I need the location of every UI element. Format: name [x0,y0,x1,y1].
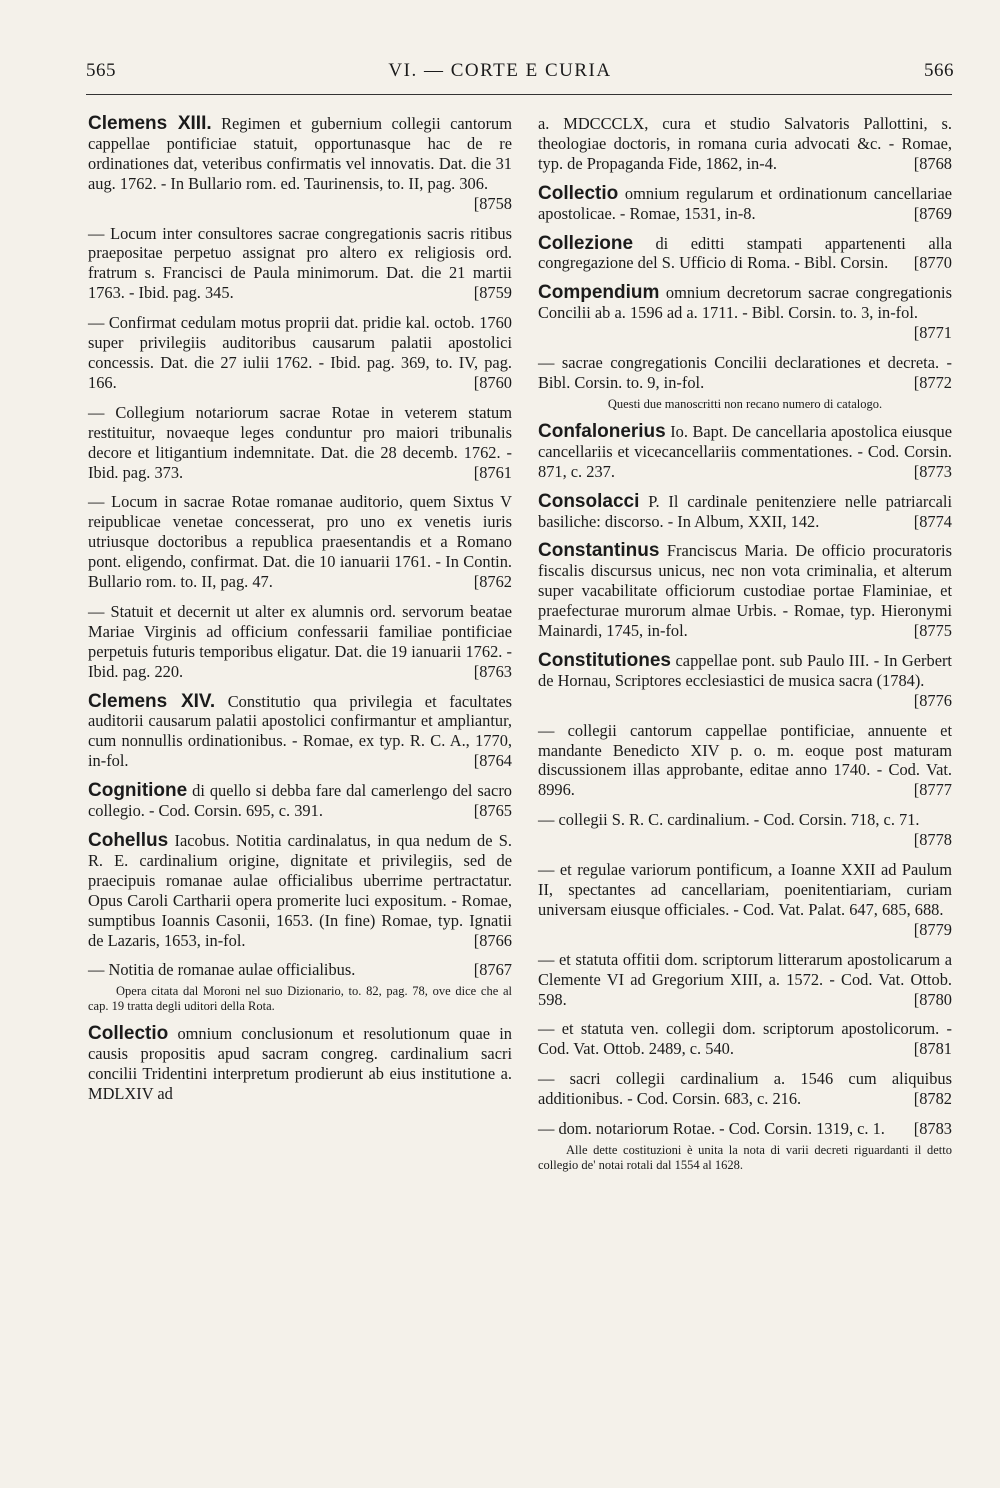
right-page-number: 566 [924,60,954,81]
entry-text: Constitutio qua privilegia et facultates auditorii causarum palatii apostolici confirmantur et ampliantur, cum nonnullis ordinationibus. - Romae, ex typ. R. C. A., 1770, in-fol. [88,691,512,771]
catalog-entry [538,810,952,850]
entry-note: Opera citata dal Moroni nel suo Dizionario, to. 82, pag. 78, ove dice che al cap. 19 tratta degli uditori della Rota. [88,984,512,1014]
catalog-entry [538,353,952,393]
entry-number: [8781 [913,1039,952,1059]
catalog-entry [538,234,952,274]
entry-number: [8762 [473,572,512,592]
entry-number: [8763 [473,661,512,681]
entry-text: — collegii cantorum cappellae pontificiae, annuente et mandante Benedicto XIV p. o. m. eoque post maturam discussionem illas approbante, editae anno 1740. - Cod. Vat. 8996. [538,720,952,800]
entry-headword: Confalonerius [538,420,666,442]
entry-text: P. Il cardinale penitenziere nelle patriarcali basiliche: discorso. - In Album, XXII, 142. [538,491,953,531]
entry-headword: Compendium [538,282,660,304]
entry-number: [8764 [473,751,512,771]
entry-text: — Confirmat cedulam motus proprii dat. pridie kal. octob. 1760 super privilegiis auditoribus causarum palatii apostolici concessis. Dat. die 27 iulii 1762. - Ibid. pag. 369, to. IV, pag. 166. [88,313,512,392]
entry-text: Regimen et gubernium collegii cantorum cappellae pontificiae statuit, opportunasque hac de re ordinationes dat, veteribus confirmatis vel innovatis. Dat. die 31 aug. 1762. - In Bullario rom. ed. Taurinensis, to. II, pag. 306. [88,114,512,193]
entry-number: [8769 [913,203,952,223]
catalog-entry [88,492,512,592]
catalog-entry [538,721,952,801]
entry-headword: Constantinus [538,540,660,562]
left-column [88,114,512,1114]
catalog-entry [88,781,512,821]
entry-text: di quello si debba fare dal camerlengo del sacro collegio. - Cod. Corsin. 695, c. 391. [88,781,512,821]
entry-number: [8765 [473,801,512,821]
catalog-entry [88,313,512,393]
entry-headword: Collectio [538,182,619,204]
catalog-entry [88,114,512,214]
entry-text: — Locum in sacrae Rotae romanae auditorio, quem Sixtus V reipublicae venetae concesserat, pro uno ex venetis iuris utriusque doctoribus a republica praesentandis et a Romano pont. eligendo, confirmat. Dat. die 10 ianuarii 1761. - In Contin. Bullario rom. to. II, pag. 47. [88,492,512,592]
catalog-entry [538,1019,952,1059]
entry-headword: Clemens XIV. [88,690,216,712]
entry-text: — collegii S. R. C. cardinalium. - Cod. Corsin. 718, c. 71. [538,810,920,830]
entry-note: Questi due manoscritti non recano numero di catalogo. [607,396,883,411]
catalog-entry [538,184,952,224]
catalog-entry [538,1119,952,1139]
entry-number: [8782 [913,1089,952,1109]
catalog-entry [538,541,952,641]
entry-text: Io. Bapt. De cancellaria apostolica eiusque cancellariis et vicecancellariis commentationes. - Cod. Corsin. 871, c. 237. [538,421,952,481]
header-rule [86,94,952,95]
entry-text: omnium decretorum sacrae congregationis Concilii ab a. 1596 ad a. 1711. - Bibl. Corsin. to. 3, in-fol. [538,283,952,323]
entry-number: [8771 [913,323,952,343]
entry-headword: Cohellus [88,830,169,851]
entry-number: [8772 [913,372,952,392]
entry-headword: Clemens XIII. [88,113,212,134]
catalog-entry [88,602,512,682]
entry-text: — Notitia de romanae aulae officialibus. [88,960,356,980]
catalog-entry [538,114,952,174]
entry-text: di editti stampati appartenenti alla congregazione del S. Ufficio di Roma. - Bibl. Corsin. [538,233,952,273]
entry-note: Alle dette costituzioni è unita la nota di varii decreti riguardanti il detto collegio de' notai rotali dal 1554 al 1628. [538,1142,952,1172]
entry-number: [8761 [473,462,512,482]
entry-headword: Consolacci [538,490,640,512]
catalog-entry [538,651,952,711]
entry-number: [8767 [473,960,512,980]
entry-text: — Collegium notariorum sacrae Rotae in veterem statum restituitur, novaeque leges conduntur pro maiori tribunalis decore et litigantium indemnitate. Dat. die 28 decemb. 1762. - Ibid. pag. 373. [88,402,512,482]
entry-number: [8778 [913,830,952,850]
entry-text: — et regulae variorum pontificum, a Ioanne XXII ad Paulum II, spectantes ad cancellariam, poenitentiariam, curiam universam eiusque officiales. - Cod. Vat. Palat. 647, 685, 688. [538,860,952,919]
entry-number: [8768 [913,153,952,173]
entry-number: [8774 [913,511,952,531]
entry-number: [8773 [913,461,952,481]
entry-number: [8776 [913,690,952,710]
entry-number: [8766 [473,930,512,950]
catalog-entry [538,1069,952,1109]
entry-number: [8759 [473,283,512,303]
entry-text: omnium conclusionum et resolutionum quae in causis propositis apud sacram congreg. cardinalium sacri concilii Tridentini interpretum prodierunt ab eius institutione a. MDLXIV ad [88,1024,512,1104]
entry-headword: Collectio [88,1023,169,1045]
entry-number: [8775 [913,621,952,641]
catalog-entry [88,692,512,772]
running-title: VI. — CORTE E CURIA [388,60,612,81]
catalog-entry [88,403,512,483]
catalog-entry [538,283,952,343]
entry-text: Franciscus Maria. De officio procuratoris fiscalis discursus unicus, nec non vota criminalia, et alterum super vacabilitate officiorum custodiae portae Flaminiae, et praefecturae murorum almae Urbis. - Romae, typ. Hieronymi Mainardi, 1745, in-fol. [538,541,952,641]
entry-headword: Collezione [538,232,634,254]
entry-text: cappellae pont. sub Paulo III. - In Gerbert de Hornau, Scriptores ecclesiastici de musica sacra (1784). [538,650,952,690]
entry-number: [8783 [913,1119,952,1139]
catalog-entry [538,860,952,940]
right-column [538,114,952,1183]
entry-text: Iacobus. Notitia cardinalatus, in qua nedum de S. R. E. cardinalium origine, dignitate et privilegiis, sed de praecipuis romanae aulae officialibus uberrime pertractatur. Opus Caroli Cartharii opera promerite luci expositum. - Romae, sumptibus Ioannis Casonii, 1653. (In fine) Romae, typ. Ignatii de Lazaris, 1653, in-fol. [88,831,512,950]
entry-text: — Locum inter consultores sacrae congregationis sacris ritibus praepositae perpetuo assignat pro altero ex religiosis ord. fratrum s. Francisci de Paula minimorum. Dat. die 21 martii 1763. - Ibid. pag. 345. [88,223,512,303]
left-page-number: 565 [86,60,116,81]
catalog-entry [88,960,512,980]
entry-text: — Statuit et decernit ut alter ex alumnis ord. servorum beatae Mariae Virginis ad officium confessarii familiae pontificiae perpetuis futuris temporibus eligatur. Dat. die 19 ianuarii 1762. - Ibid. pag. 220. [88,601,512,681]
entry-text: — sacrae congregationis Concilii declarationes et decreta. - Bibl. Corsin. to. 9, in-fol. [538,353,952,392]
catalog-entry [538,422,952,482]
entry-text: — sacri collegii cardinalium a. 1546 cum aliquibus additionibus. - Cod. Corsin. 683, c. 216. [538,1069,952,1109]
entry-number: [8770 [913,253,952,273]
catalog-entry [538,492,952,532]
entry-text: — dom. notariorum Rotae. - Cod. Corsin. 1319, c. 1. [538,1119,885,1139]
entry-text: a. MDCCCLX, cura et studio Salvatoris Pallottini, s. theologiae doctoris, in romana curia advocati &c. - Romae, typ. de Propaganda Fide, 1862, in-4. [538,114,952,173]
entry-headword: Cognitione [88,780,188,802]
catalog-entry [88,1024,512,1104]
entry-text: — et statuta ven. collegii dom. scriptorum apostolicorum. - Cod. Vat. Ottob. 2489, c. 540. [538,1019,952,1059]
catalog-entry [88,224,512,304]
entry-number: [8780 [913,989,952,1009]
entry-number: [8760 [473,372,512,392]
entry-headword: Constitutiones [538,649,671,671]
catalog-entry [88,831,512,950]
entry-text: — et statuta offitii dom. scriptorum litterarum apostolicarum a Clemente VI ad Gregorium XIII, a. 1572. - Cod. Vat. Ottob. 598. [538,949,952,1009]
entry-text: omnium regularum et ordinationum cancellariae apostolicae. - Romae, 1531, in-8. [538,183,952,223]
entry-number: [8777 [913,780,952,800]
catalog-entry [538,950,952,1010]
entry-number: [8779 [913,919,952,939]
entry-number: [8758 [473,193,512,213]
